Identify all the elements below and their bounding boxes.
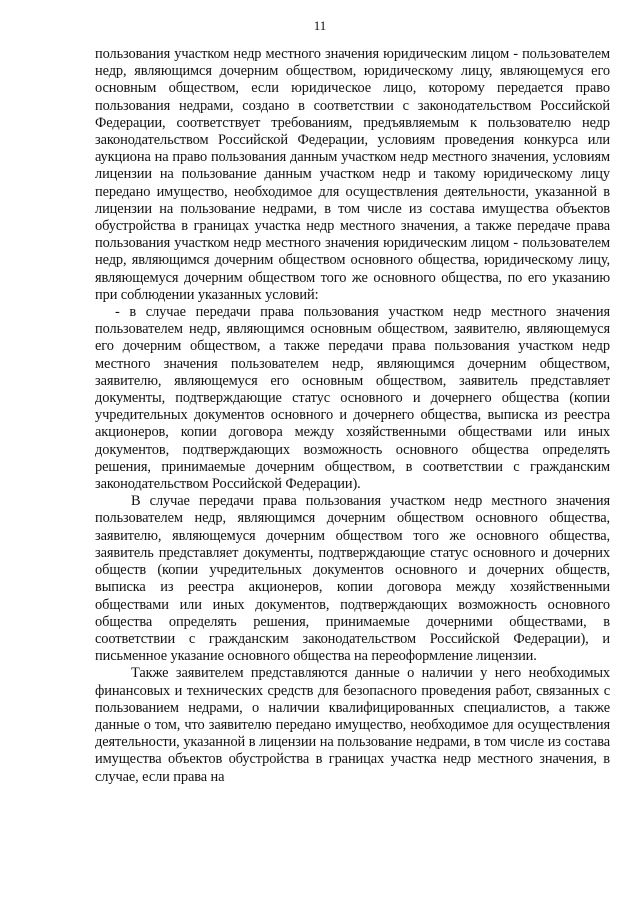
paragraph-2: - в случае передачи права пользования участком недр местного значения пользователем недр, являющимся основным обществом, заявителю, являющемуся его дочерним обществом, а также передачи права пользования участком недр местного значения пользователем недр, являющимся дочерним обществом, заявителю, являющемуся его основным обществом, заявитель представляет документы, подтверждающие статус основного и дочернего общества (копии учредительных документов основного и дочернего общества, выписка из реестра акционеров, копии договора между хозяйственными обществами или иных документов, подтверждающих возможность основного общества определять решения, принимаемые дочерним обществом, в соответствии с гражданским законодательством Российской Федерации). <box>95 304 610 493</box>
paragraph-3: В случае передачи права пользования участком недр местного значения пользователем недр, являющимся дочерним обществом основного общества, заявителю, являющемуся дочерним обществом того же основного общества, заявитель представляет документы, подтверждающие статус основного и дочерних обществ (копии учредительных документов основного и дочерних обществ, выписка из реестра акционеров, копии договора между хозяйственными обществами или иных документов, подтверждающих возможность основного общества определять решения, принимаемые дочерними обществами, в соответствии с гражданским законодательством Российской Федерации), и письменное указание основного общества на переоформление лицензии. <box>95 493 610 665</box>
page-number: 11 <box>313 18 327 33</box>
body-text <box>95 46 610 786</box>
paragraph-4: Также заявителем представляются данные о наличии у него необходимых финансовых и технических средств для безопасного проведения работ, связанных с пользованием недрами, о наличии квалифицированных специалистов, а также данные о том, что заявителю передано имущество, необходимое для осуществления деятельности, указанной в лицензии на пользование недрами, в том числе из состава имущества объектов обустройства в границах участка недр местного значения, в случае, если права на <box>95 665 610 785</box>
paragraph-1: пользования участком недр местного значения юридическим лицом - пользователем недр, являющимся дочерним обществом, юридическому лицу, являющемуся его основным обществом, если юридическое лицо, которому передается право пользования недрами, создано в соответствии с законодательством Российской Федерации, соответствует требованиям, предъявляемым к пользователю недр законодательством Российской Федерации, условиям проведения конкурса или аукциона на право пользования данным участком недр местного значения, условиям лицензии на пользование данным участком недр и такому юридическому лицу передано имущество, необходимое для осуществления деятельности, указанной в лицензии на пользование недрами, в том числе из состава имущества объектов обустройства в границах участка недр местного значения, а также передаче права пользования участком недр местного значения юридическим лицом - пользователем недр, являющимся дочерним обществом основного общества, юридическому лицу, являющемуся дочерним обществом того же основного общества, по его указанию при соблюдении указанных условий: <box>95 46 610 303</box>
